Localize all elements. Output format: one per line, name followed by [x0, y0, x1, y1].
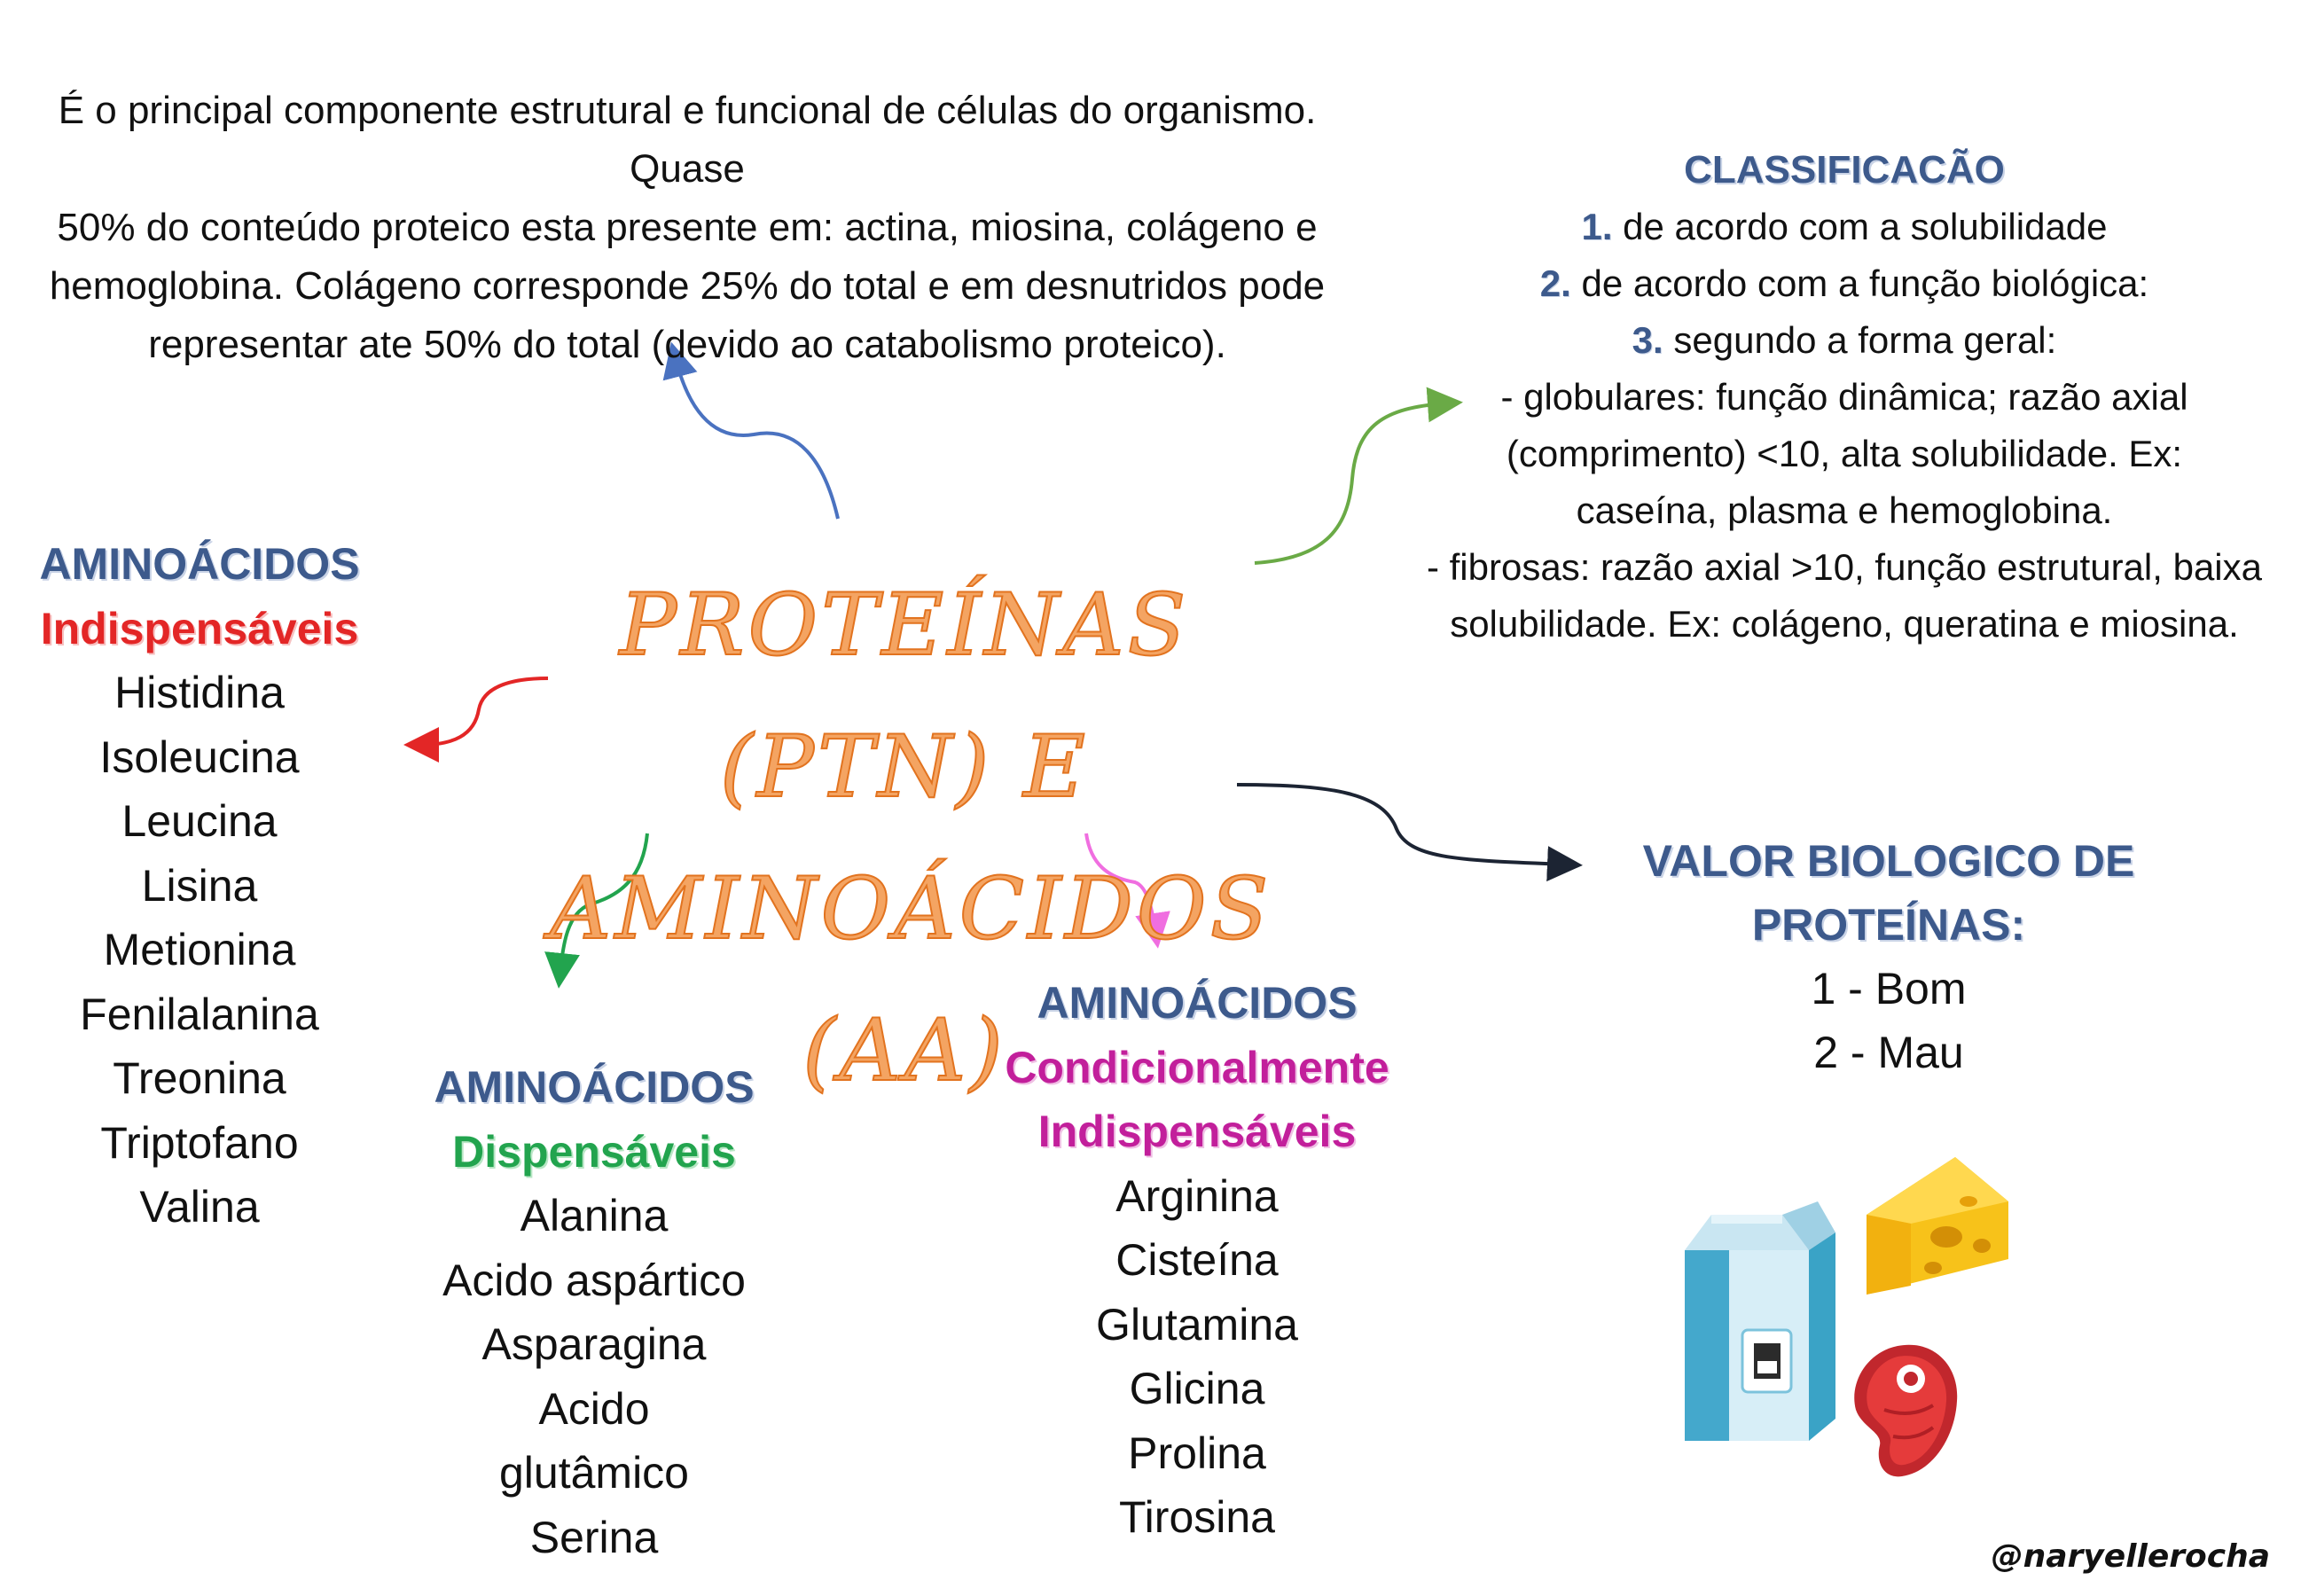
- valor-title: VALOR BIOLOGICO DE PROTEÍNAS:: [1642, 836, 2135, 950]
- item-number: 2.: [1539, 262, 1571, 304]
- indispensaveis-section: [18, 532, 381, 1240]
- classificacao-detail: - fibrosas: razão axial >10, função estrutural, baixa: [1426, 546, 2262, 588]
- list-item: 2 - Mau: [1813, 1028, 1964, 1077]
- classificacao-title: CLASSIFICACÃO: [1684, 148, 2005, 192]
- item-number: 1.: [1581, 206, 1613, 247]
- central-title-line2: AMINOÁCIDOS (AA): [550, 859, 1272, 1100]
- classificacao-item: [1392, 312, 2297, 369]
- item-number: 3.: [1632, 319, 1663, 361]
- classificacao-detail: - globulares: função dinâmica; razão axial: [1500, 376, 2188, 418]
- dispensaveis-title: AMINOÁCIDOS: [434, 1062, 755, 1112]
- list-item: glutâmico: [499, 1448, 689, 1498]
- list-item: Asparagina: [481, 1319, 707, 1369]
- condicionais-title: AMINOÁCIDOS: [1037, 978, 1358, 1028]
- item-text: segundo a forma geral:: [1663, 319, 2057, 361]
- intro-line: hemoglobina. Colágeno corresponde 25% do total e em desnutridos pode: [49, 264, 1326, 308]
- classificacao-detail: (comprimento) <10, alta solubilidade. Ex:: [1506, 433, 2183, 474]
- dispensaveis-section: [408, 1055, 780, 1569]
- classificacao-section: [1392, 142, 2297, 653]
- list-item: 1 - Bom: [1811, 964, 1967, 1013]
- list-item: Glicina: [1129, 1364, 1265, 1413]
- condicionais-subtitle1: Condicionalmente: [1005, 1042, 1389, 1092]
- list-item: Serina: [529, 1512, 659, 1562]
- list-item: Alanina: [520, 1191, 669, 1240]
- list-item: Triptofano: [100, 1117, 299, 1168]
- classificacao-item: [1392, 255, 2297, 312]
- list-item: Glutamina: [1096, 1299, 1298, 1350]
- indispensaveis-subtitle: Indispensáveis: [40, 603, 359, 653]
- arrow-to-indispensaveis: [421, 678, 548, 745]
- list-item: Valina: [139, 1182, 260, 1232]
- list-item: Leucina: [121, 796, 278, 846]
- list-item: Metionina: [103, 925, 296, 974]
- item-text: de acordo com a função biológica:: [1570, 262, 2149, 304]
- list-item: Lisina: [141, 860, 258, 911]
- intro-line: É o principal componente estrutural e funcional de células do organismo. Quase: [58, 89, 1317, 191]
- intro-line: representar ate 50% do total (devido ao catabolismo proteico).: [148, 323, 1226, 366]
- author-handle: @naryellerocha: [1991, 1538, 2270, 1575]
- classificacao-detail: solubilidade. Ex: colágeno, queratina e miosina.: [1450, 603, 2239, 645]
- valor-biologico-section: [1543, 829, 2234, 1084]
- list-item: Treonina: [113, 1053, 286, 1103]
- list-item: Prolina: [1128, 1428, 1266, 1478]
- meat-icon: [1849, 1339, 1964, 1481]
- indispensaveis-title: AMINOÁCIDOS: [39, 539, 360, 589]
- central-title-line1: PROTEÍNAS (PTN) E: [619, 575, 1190, 817]
- cheese-icon: [1858, 1153, 2008, 1303]
- list-item: Acido: [538, 1383, 650, 1434]
- list-item: Arginina: [1115, 1170, 1279, 1221]
- milk-carton-icon: [1685, 1197, 1835, 1445]
- arrow-to-intro: [676, 359, 838, 519]
- arrow-to-valor: [1237, 785, 1565, 864]
- condicionais-section: [967, 971, 1428, 1550]
- intro-paragraph: [13, 82, 1361, 374]
- list-item: Cisteína: [1115, 1235, 1279, 1285]
- dispensaveis-subtitle: Dispensáveis: [452, 1126, 736, 1177]
- intro-line: 50% do conteúdo proteico esta presente em: actina, miosina, colágeno e: [57, 206, 1318, 249]
- list-item: Histidina: [114, 668, 285, 717]
- item-text: de acordo com a solubilidade: [1612, 206, 2108, 247]
- list-item: Tirosina: [1119, 1492, 1275, 1542]
- list-item: Isoleucina: [99, 732, 300, 782]
- condicionais-subtitle2: Indispensáveis: [1037, 1107, 1357, 1156]
- list-item: Fenilalanina: [80, 989, 319, 1039]
- list-item: Acido aspártico: [442, 1255, 746, 1305]
- classificacao-detail: caseína, plasma e hemoglobina.: [1576, 489, 2113, 531]
- classificacao-item: [1392, 199, 2297, 255]
